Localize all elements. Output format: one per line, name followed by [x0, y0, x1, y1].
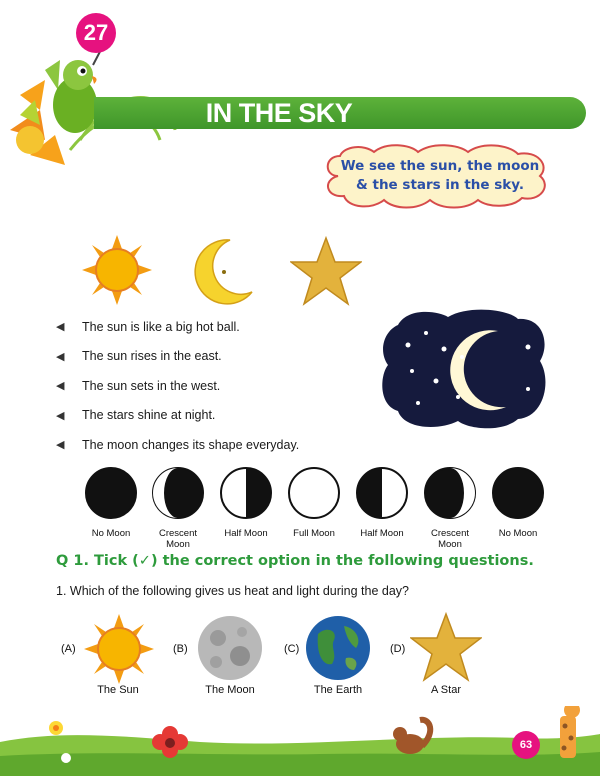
sun-icon: [82, 235, 152, 305]
fact-item: [56, 430, 376, 460]
question-heading: Q 1. Tick (✓) the correct option in the following questions.: [56, 553, 534, 569]
crescent-phase-icon: [151, 466, 205, 520]
bullet-arrow-icon: ◀: [56, 439, 65, 452]
moon-option-icon[interactable]: [196, 614, 264, 682]
option-d-letter[interactable]: (D): [390, 643, 406, 655]
bullet-arrow-icon: ◀: [56, 380, 65, 393]
bullet-arrow-icon: ◀: [56, 409, 65, 422]
fact-text: The sun rises in the east.: [82, 349, 222, 364]
fact-item: [56, 312, 376, 342]
star-icon: [290, 236, 362, 306]
phase-label: No Moon: [498, 528, 538, 539]
intro-text: [340, 157, 540, 195]
phase-label: No Moon: [91, 528, 131, 539]
half-moon-icon: [355, 466, 409, 520]
no-moon-icon: [84, 466, 138, 520]
intro-line-2: & the stars in the sky.: [356, 177, 524, 193]
half-moon-icon: [219, 466, 273, 520]
moon-phase: [84, 466, 138, 539]
fact-text: The moon changes its shape everyday.: [82, 437, 300, 452]
moon-phase: [287, 466, 341, 539]
no-moon-icon: [491, 466, 545, 520]
intro-line-1: We see the sun, the moon: [340, 158, 540, 174]
phase-label: Half Moon: [224, 528, 268, 539]
option-c-letter[interactable]: (C): [284, 643, 300, 655]
option-a-letter[interactable]: (A): [61, 643, 76, 655]
night-sky-icon: [378, 305, 550, 431]
fact-item: [56, 342, 376, 372]
page-title: IN THE SKY: [205, 98, 353, 128]
moon-phase: [355, 466, 409, 539]
earth-option-icon[interactable]: [304, 614, 372, 682]
option-b-letter[interactable]: (B): [173, 643, 188, 655]
page-number: 63: [512, 731, 540, 759]
fact-item: [56, 371, 376, 401]
fact-text: The stars shine at night.: [82, 408, 216, 423]
phase-label: Half Moon: [360, 528, 404, 539]
fact-text: The sun sets in the west.: [82, 378, 221, 393]
moon-phase: [151, 466, 205, 550]
option-d-label[interactable]: A Star: [431, 684, 461, 696]
moon-phase: [423, 466, 477, 550]
phase-label: Crescent Moon: [158, 528, 197, 550]
question-text: 1. Which of the following gives us heat and light during the day?: [56, 584, 409, 598]
fact-item: [56, 401, 376, 431]
option-c-label[interactable]: The Earth: [313, 684, 363, 696]
facts-list: [56, 312, 376, 460]
moon-phase: [491, 466, 545, 539]
crescent-moon-icon: [190, 236, 256, 306]
phase-label: Full Moon: [293, 528, 335, 539]
full-moon-icon: [287, 466, 341, 520]
option-b-label[interactable]: The Moon: [205, 684, 255, 696]
crescent-phase-icon: [423, 466, 477, 520]
sun-option-icon[interactable]: [84, 614, 154, 684]
star-option-icon[interactable]: [410, 612, 482, 682]
bullet-arrow-icon: ◀: [56, 321, 65, 334]
option-a-label[interactable]: The Sun: [97, 684, 139, 696]
phase-label: Crescent Moon: [430, 528, 469, 550]
moon-phase: [219, 466, 273, 539]
fact-text: The sun is like a big hot ball.: [82, 319, 240, 334]
bullet-arrow-icon: ◀: [56, 350, 65, 363]
grass-footer-decoration: [0, 706, 600, 776]
chapter-number: 27: [76, 13, 116, 53]
